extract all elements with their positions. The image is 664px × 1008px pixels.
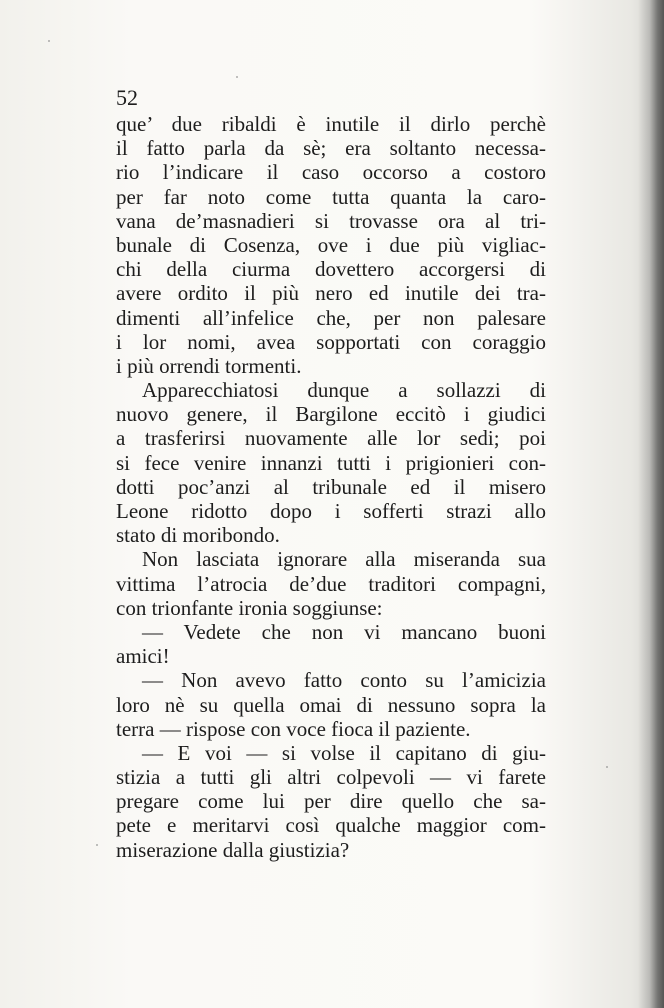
- text-line: i più orrendi tormenti.: [116, 353, 302, 378]
- page-edge-shadow: [638, 0, 664, 1008]
- text-line: Leone ridotto dopo i sofferti strazi allo: [116, 499, 546, 523]
- text-line: nuovo genere, il Bargilone eccitò i giudici: [116, 402, 546, 427]
- text-line: pete e meritarvi così qualche maggior com-: [116, 813, 546, 838]
- text-line: Apparecchiatosi dunque a sollazzi di: [142, 378, 546, 403]
- text-line: con trionfante ironia soggiunse:: [116, 595, 383, 620]
- text-line: il fatto parla da sè; era soltanto necessa-: [116, 136, 546, 161]
- text-line: stato di moribondo.: [116, 523, 280, 548]
- text-line: vittima l’atrocia de’due traditori compagni,: [116, 571, 546, 596]
- text-line: chi della ciurma dovettero accorgersi di: [116, 257, 546, 282]
- text-line: bunale di Cosenza, ove i due più vigliac-: [116, 232, 546, 257]
- paper-speck: [96, 844, 98, 846]
- paper-speck: [236, 76, 238, 78]
- text-line: amici!: [116, 644, 170, 669]
- page-number: 52: [116, 85, 138, 110]
- text-line: vana de’masnadieri si trovasse ora al tri-: [116, 208, 546, 233]
- text-line: dimenti all’infelice che, per non palesare: [116, 305, 546, 330]
- text-line: — Non avevo fatto conto su l’amicizia: [142, 668, 546, 693]
- text-line: si fece venire innanzi tutti i prigionieri con-: [116, 450, 546, 475]
- text-line: per far noto come tutta quanta la caro-: [116, 184, 546, 209]
- text-line: rio l’indicare il caso occorso a costoro: [116, 160, 546, 185]
- text-line: que’ due ribaldi è inutile il dirlo perchè: [116, 112, 546, 136]
- text-line: — Vedete che non vi mancano buoni: [142, 619, 546, 644]
- text-line: miserazione dalla giustizia?: [116, 837, 350, 862]
- text-line: pregare come lui per dire quello che sa-: [116, 789, 546, 814]
- text-column: [116, 86, 546, 862]
- text-line: terra — rispose con voce fioca il paziente.: [116, 716, 471, 741]
- text-line: i lor nomi, avea sopportati con coraggio: [116, 329, 546, 354]
- text-line: a trasferirsi nuovamente alle lor sedi; poi: [116, 426, 546, 451]
- text-line: — E voi — si volse il capitano di giu-: [142, 740, 546, 765]
- text-line: loro nè su quella omai di nessuno sopra la: [116, 692, 546, 717]
- text-line: dotti poc’anzi al tribunale ed il misero: [116, 474, 546, 499]
- paper-speck: [48, 40, 50, 42]
- text-line: stizia a tutti gli altri colpevoli — vi farete: [116, 765, 546, 790]
- text-line: Non lasciata ignorare alla miseranda sua: [142, 547, 546, 572]
- paper-speck: [606, 766, 608, 768]
- text-line: avere ordito il più nero ed inutile dei tra-: [116, 281, 546, 306]
